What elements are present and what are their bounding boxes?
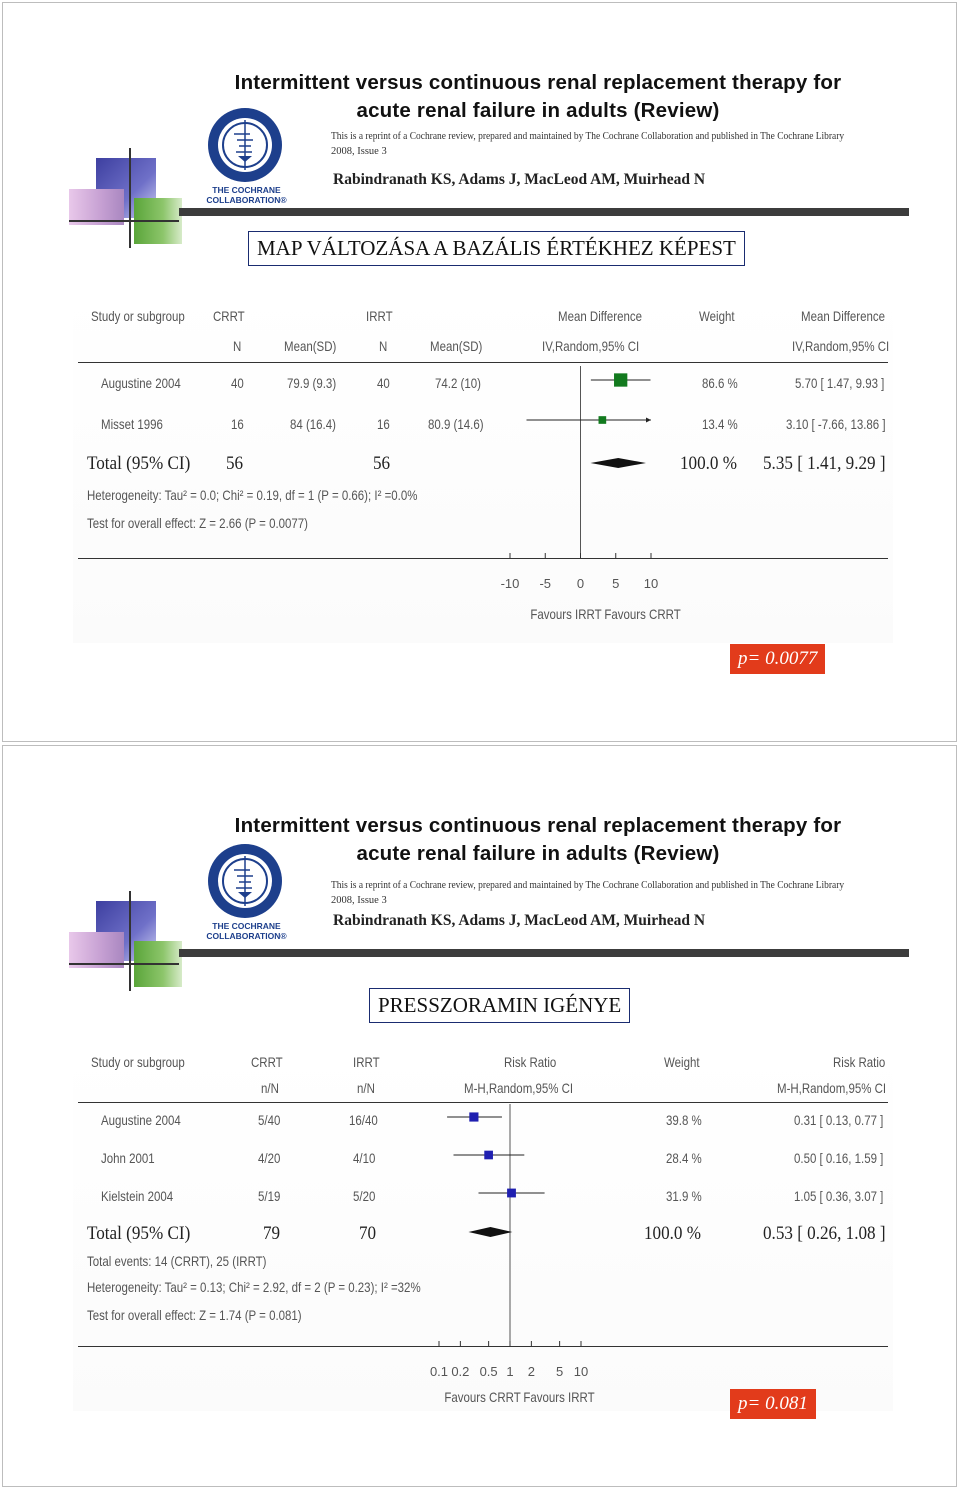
row-n2: 5/20	[353, 1188, 376, 1204]
total-events: Total events: 14 (CRRT), 25 (IRRT)	[87, 1253, 267, 1269]
row-n2: 16	[377, 416, 390, 432]
forest-plot-1	[73, 288, 893, 643]
row-n1: 16	[231, 416, 244, 432]
paper-title-line1: Intermittent versus continuous renal replacement therapy for	[234, 814, 842, 837]
slide-label: MAP VÁLTOZÁSA A BAZÁLIS ÉRTÉKHEZ KÉPEST	[248, 231, 745, 266]
row-n1: 5/40	[258, 1112, 281, 1128]
header-method-right: M-H,Random,95% CI	[777, 1080, 887, 1096]
row-mean1: 84 (16.4)	[290, 416, 336, 432]
pooled-diamond	[590, 458, 646, 468]
reprint-line2: 2008, Issue 3	[331, 146, 387, 157]
header-crrt: CRRT	[213, 308, 245, 324]
reprint-line2: 2008, Issue 3	[331, 895, 387, 906]
slide-2	[2, 745, 957, 1487]
row-n2: 4/10	[353, 1150, 376, 1166]
heterogeneity: Heterogeneity: Tau² = 0.0; Chi² = 0.19, df = 1 (P = 0.66); I² =0.0%	[87, 487, 418, 503]
header-study: Study or subgroup	[91, 1054, 185, 1070]
total-ci: 0.53 [ 0.26, 1.08 ]	[763, 1223, 886, 1244]
header-n2: N	[379, 338, 388, 354]
axis-tick-label: -10	[500, 576, 520, 591]
row-mean2: 80.9 (14.6)	[428, 416, 484, 432]
row-n1: 40	[231, 375, 244, 391]
slide-1	[2, 2, 957, 742]
study-marker	[484, 1151, 493, 1160]
study-marker	[507, 1189, 516, 1198]
header-crrt: CRRT	[251, 1054, 283, 1070]
header-method-right: IV,Random,95% CI	[792, 338, 890, 354]
paper-title	[193, 69, 883, 125]
axis-tick-label: 0	[576, 576, 585, 591]
row-ci: 1.05 [ 0.36, 3.07 ]	[794, 1188, 884, 1204]
decor-line-vertical	[129, 148, 131, 248]
p-value-badge: p= 0.0077	[730, 644, 825, 674]
decor-line-horizontal	[69, 963, 179, 965]
row-study: Kielstein 2004	[101, 1188, 174, 1204]
axis-tick-label: 0.2	[451, 1364, 470, 1379]
axis-tick-label: 1	[506, 1364, 514, 1379]
total-n2: 56	[373, 453, 391, 474]
overall-effect: Test for overall effect: Z = 2.66 (P = 0.0077)	[87, 515, 309, 531]
forest-plot-2	[73, 1046, 893, 1411]
ci-arrow	[646, 418, 651, 423]
axis-tick-label: 0.5	[479, 1364, 498, 1379]
row-weight: 13.4 %	[702, 416, 738, 432]
total-weight: 100.0 %	[644, 1223, 701, 1244]
logo-caption	[199, 185, 294, 205]
overall-effect: Test for overall effect: Z = 1.74 (P = 0.081)	[87, 1307, 302, 1323]
row-n1: 5/19	[258, 1188, 281, 1204]
row-ci: 0.31 [ 0.13, 0.77 ]	[794, 1112, 884, 1128]
axis-tick-label: 2	[527, 1364, 535, 1379]
total-n2: 70	[359, 1223, 377, 1244]
axis-right-label: Favours IRRT	[523, 1389, 595, 1405]
row-ci: 5.70 [ 1.47, 9.93 ]	[795, 375, 885, 391]
study-marker	[614, 373, 627, 386]
logo-caption-line1: THE COCHRANE	[212, 921, 281, 931]
axis-tick-label: -5	[539, 576, 552, 591]
reprint-line1: This is a reprint of a Cochrane review, prepared and maintained by The Cochrane Collaboration and published in The Cochrane Library	[331, 131, 845, 142]
axis-left-label: Favours IRRT	[530, 606, 602, 622]
row-study: Augustine 2004	[101, 1112, 181, 1128]
axis-tick-label: 5	[612, 576, 620, 591]
paper-authors: Rabindranath KS, Adams J, MacLeod AM, Muirhead N	[333, 912, 706, 929]
header-method: M-H,Random,95% CI	[464, 1080, 574, 1096]
header-effect: Risk Ratio	[504, 1054, 557, 1070]
row-study: John 2001	[101, 1150, 155, 1166]
axis-tick-label: 0.1	[429, 1364, 449, 1379]
paper-title-line1: Intermittent versus continuous renal replacement therapy for	[234, 71, 842, 94]
paper-title-line2: acute renal failure in adults (Review)	[356, 99, 720, 122]
row-weight: 39.8 %	[666, 1112, 702, 1128]
header-irrt: IRRT	[353, 1054, 380, 1070]
axis-left-label: Favours CRRT	[444, 1389, 521, 1405]
reprint-line1: This is a reprint of a Cochrane review, prepared and maintained by The Cochrane Collaboration and published in The Cochrane Library	[331, 880, 845, 891]
row-mean2: 74.2 (10)	[435, 375, 481, 391]
header-n1: n/N	[261, 1080, 279, 1096]
header-effect: Mean Difference	[558, 308, 643, 324]
row-ci: 0.50 [ 0.16, 1.59 ]	[794, 1150, 884, 1166]
paper-title	[193, 812, 883, 868]
total-weight: 100.0 %	[680, 453, 737, 474]
header-n1: N	[233, 338, 242, 354]
axis-tick-label: 10	[573, 1364, 589, 1379]
row-ci: 3.10 [ -7.66, 13.86 ]	[786, 416, 886, 432]
total-n1: 56	[226, 453, 244, 474]
row-study: Misset 1996	[101, 416, 163, 432]
total-label: Total (95% CI)	[87, 1223, 191, 1244]
row-mean1: 79.9 (9.3)	[287, 375, 337, 391]
decor-line-vertical	[129, 891, 131, 991]
header-n2: n/N	[357, 1080, 375, 1096]
pooled-diamond	[468, 1227, 512, 1237]
header-bar	[179, 208, 909, 216]
row-n2: 16/40	[349, 1112, 378, 1128]
header-irrt: IRRT	[366, 308, 393, 324]
header-effect-right: Risk Ratio	[833, 1054, 886, 1070]
header-method: IV,Random,95% CI	[542, 338, 640, 354]
study-marker	[599, 416, 607, 424]
row-n1: 4/20	[258, 1150, 281, 1166]
row-weight: 28.4 %	[666, 1150, 702, 1166]
forest-plot-1-marks	[73, 288, 893, 643]
row-study: Augustine 2004	[101, 375, 181, 391]
row-weight: 86.6 %	[702, 375, 738, 391]
forest-plot-2-marks	[73, 1046, 893, 1411]
axis-tick-label: 10	[643, 576, 659, 591]
total-n1: 79	[263, 1223, 281, 1244]
decor-line-horizontal	[69, 220, 179, 222]
logo-caption-line2: COLLABORATION®	[206, 195, 287, 205]
row-n2: 40	[377, 375, 390, 391]
study-marker	[469, 1112, 478, 1121]
header-mean1: Mean(SD)	[284, 338, 337, 354]
total-ci: 5.35 [ 1.41, 9.29 ]	[763, 453, 886, 474]
paper-authors: Rabindranath KS, Adams J, MacLeod AM, Muirhead N	[333, 171, 706, 188]
header-bar	[179, 949, 909, 957]
row-weight: 31.9 %	[666, 1188, 702, 1204]
slide-label: PRESSZORAMIN IGÉNYE	[369, 988, 630, 1023]
header-weight: Weight	[699, 308, 735, 324]
logo-caption-line2: COLLABORATION®	[206, 931, 287, 941]
p-value-badge: p= 0.081	[730, 1389, 816, 1419]
reprint-note	[331, 878, 891, 908]
header-effect-right: Mean Difference	[801, 308, 886, 324]
header-weight: Weight	[664, 1054, 700, 1070]
header-mean2: Mean(SD)	[430, 338, 483, 354]
paper-title-line2: acute renal failure in adults (Review)	[356, 842, 720, 865]
total-label: Total (95% CI)	[87, 453, 191, 474]
logo-caption	[199, 921, 294, 941]
heterogeneity: Heterogeneity: Tau² = 0.13; Chi² = 2.92, df = 2 (P = 0.23); I² =32%	[87, 1279, 421, 1295]
logo-caption-line1: THE COCHRANE	[212, 185, 281, 195]
reprint-note	[331, 129, 891, 159]
axis-tick-label: 5	[556, 1364, 564, 1379]
axis-right-label: Favours CRRT	[604, 606, 681, 622]
header-study: Study or subgroup	[91, 308, 185, 324]
